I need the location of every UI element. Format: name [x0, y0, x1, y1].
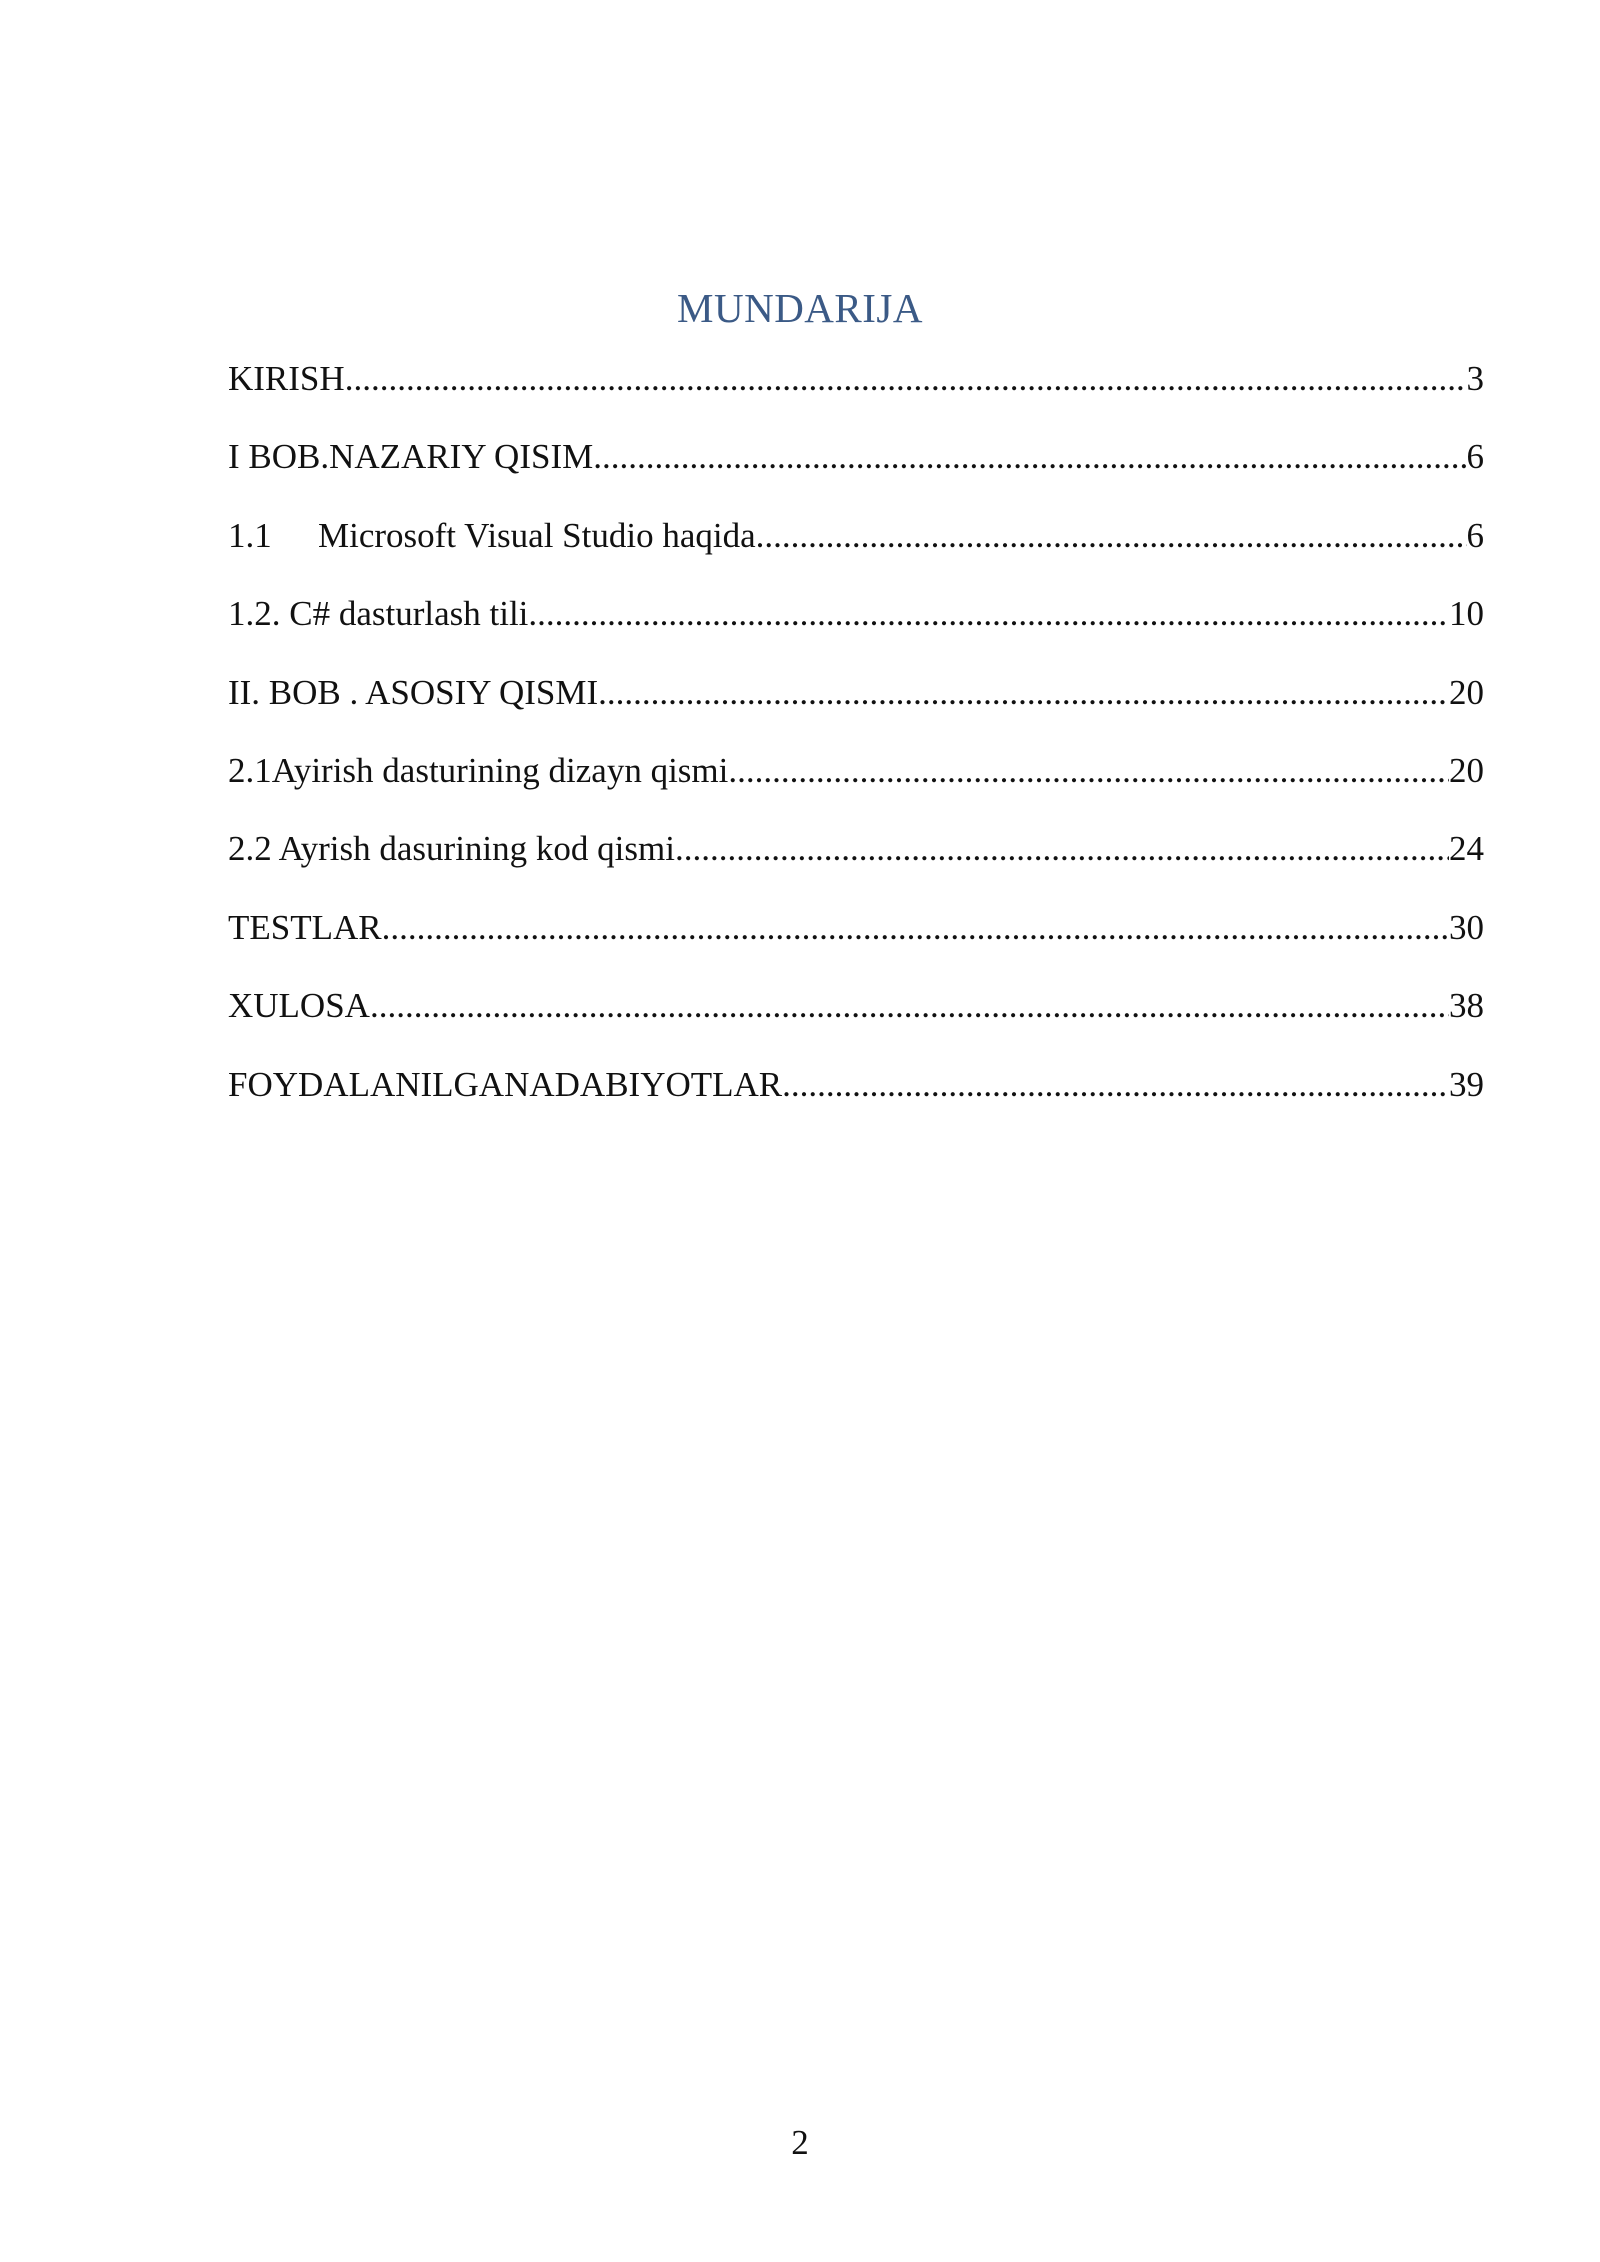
toc-dot-leader [528, 589, 1449, 639]
toc-entry-label: KIRISH [228, 359, 345, 398]
toc-title: MUNDARIJA [677, 285, 923, 331]
toc-entry-label: I BOB.NAZARIY QISIM [228, 437, 594, 477]
toc-entry-page: 3 [1466, 359, 1484, 398]
toc-entry-label: 1.2. C# dasturlash tili [228, 594, 529, 634]
toc-entry-label: XULOSA [228, 986, 370, 1026]
toc-entry-adabiyotlar[interactable] [228, 1060, 1484, 1138]
toc-dot-leader [728, 746, 1449, 796]
toc-dot-leader [598, 668, 1449, 718]
toc-entry-kod-qismi[interactable] [228, 824, 1484, 902]
toc-entry-label: Microsoft Visual Studio haqida [318, 515, 756, 555]
table-of-contents [228, 354, 1484, 1138]
toc-dot-leader [345, 354, 1467, 404]
toc-dot-leader [593, 432, 1466, 482]
toc-entry-page: 20 [1449, 672, 1484, 712]
toc-entry-label: 2.2 Ayrish dasurining kod qismi [228, 829, 675, 869]
page-number: 2 [791, 2123, 809, 2162]
toc-entry-page: 20 [1449, 750, 1484, 790]
toc-entry-page: 24 [1449, 829, 1484, 869]
toc-entry-nazariy-qisim[interactable] [228, 432, 1484, 510]
toc-dot-leader [675, 824, 1449, 874]
toc-entry-visual-studio[interactable] [228, 511, 1484, 589]
toc-entry-page: 38 [1449, 986, 1484, 1026]
toc-entry-label: II. BOB . ASOSIY QISMI [228, 672, 599, 712]
toc-entry-label: TESTLAR [228, 907, 382, 947]
toc-entry-number: 1.1 [228, 515, 272, 555]
toc-entry-page: 39 [1449, 1064, 1484, 1104]
toc-dot-leader [370, 981, 1449, 1031]
toc-entry-asosiy-qismi[interactable] [228, 668, 1484, 746]
toc-entry-dizayn-qismi[interactable] [228, 746, 1484, 824]
toc-dot-leader [382, 903, 1449, 953]
toc-entry-label: FOYDALANILGANADABIYOTLAR [228, 1064, 783, 1104]
toc-entry-page: 6 [1466, 515, 1484, 555]
toc-entry-kirish[interactable] [228, 354, 1484, 432]
toc-entry-label: 2.1Ayirish dasturining dizayn qismi [228, 750, 729, 790]
toc-entry-page: 10 [1449, 594, 1484, 634]
toc-dot-leader [782, 1060, 1449, 1110]
toc-entry-page: 30 [1449, 907, 1484, 947]
toc-entry-csharp[interactable] [228, 589, 1484, 667]
toc-dot-leader [756, 511, 1467, 561]
toc-entry-xulosa[interactable] [228, 981, 1484, 1059]
toc-entry-page: 6 [1466, 437, 1484, 477]
toc-entry-testlar[interactable] [228, 903, 1484, 981]
